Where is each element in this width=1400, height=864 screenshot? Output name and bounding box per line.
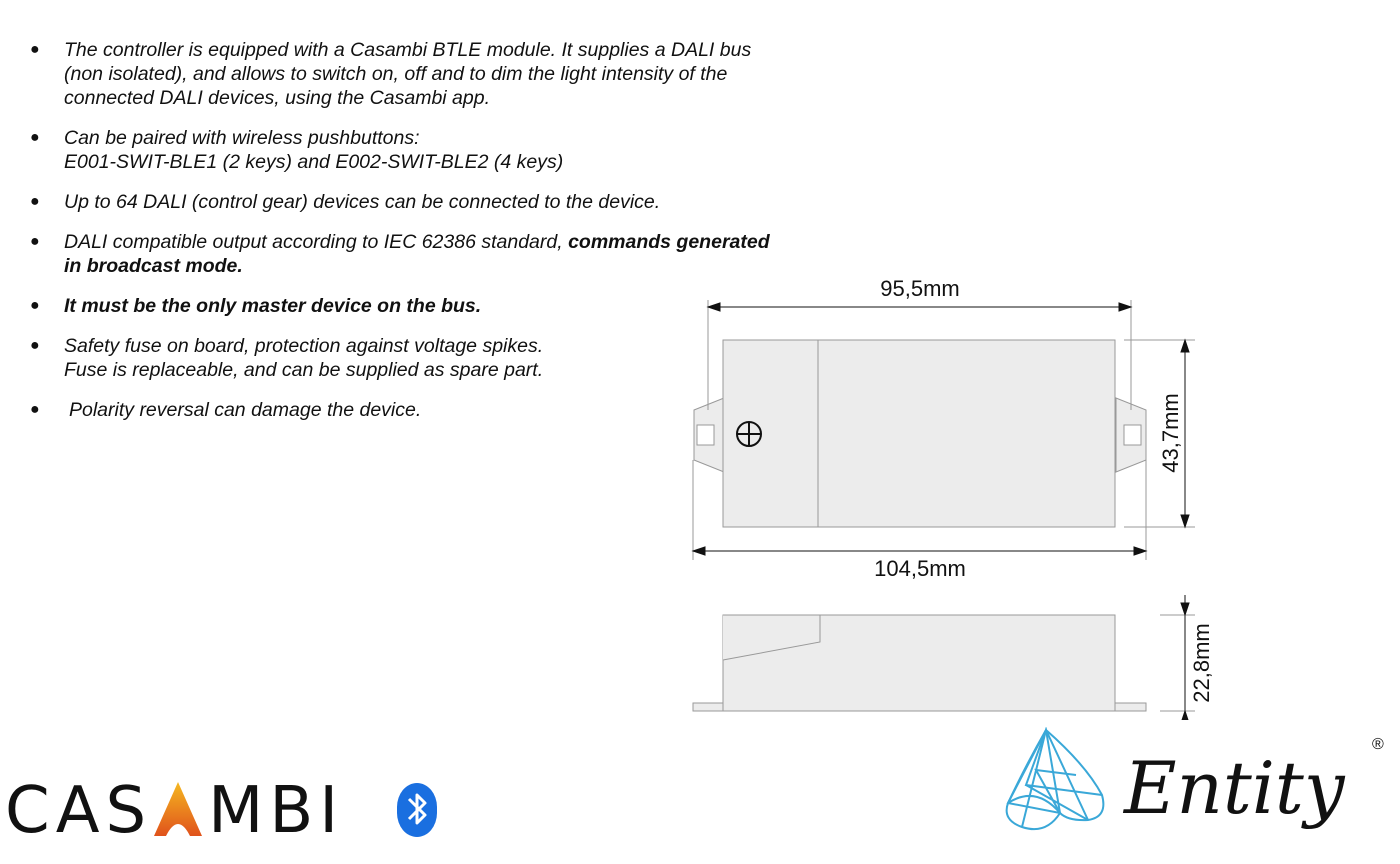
bullet-item — [30, 38, 830, 110]
bullet-dot: ● — [30, 129, 40, 146]
casambi-logo: CAS MBI — [5, 774, 345, 848]
plus-terminal-icon — [737, 422, 761, 446]
bullet-dot: ● — [30, 41, 40, 58]
device-top-view — [723, 340, 1115, 527]
bullet-text: module. It supplies a DALI bus — [486, 39, 752, 61]
bullet-item — [30, 190, 830, 214]
bullet-text: Can be paired with wireless pushbuttons: — [64, 127, 420, 149]
bullet-line — [64, 62, 830, 86]
bullet-text: DALI compatible output according to IEC 62386 standard, — [64, 231, 569, 253]
bullet-line — [64, 230, 830, 254]
bullet-line — [64, 190, 830, 214]
entity-logo — [996, 725, 1400, 845]
bullet-text: It must be the only master device on the bus. — [64, 295, 482, 317]
bullet-text: Fuse is replaceable, and can be supplied as spare part. — [64, 359, 544, 381]
bluetooth-icon — [396, 782, 438, 838]
bullet-text: connected DALI devices, using the Casambi app. — [64, 87, 491, 109]
dim-width-outer-label: 104,5mm — [874, 556, 966, 581]
entity-wordmark: Entity — [1124, 746, 1345, 830]
bullet-text: in broadcast mode. — [64, 255, 243, 277]
bullet-dot: ● — [30, 297, 40, 314]
bullet-dot: ● — [30, 193, 40, 210]
casambi-a-mark-icon — [154, 782, 202, 836]
bullet-dot: ● — [30, 337, 40, 354]
bullet-text: Safety fuse on board, protection against voltage spikes. — [64, 335, 544, 357]
bullet-dot: ● — [30, 233, 40, 250]
bullet-text: commands generated — [568, 231, 770, 253]
dim-height-label: 43,7mm — [1158, 393, 1183, 473]
registered-mark: ® — [1372, 736, 1384, 753]
bullet-line — [64, 86, 830, 110]
bullet-text: The controller is equipped with a Casambi BTLE — [64, 39, 487, 61]
bullet-dot: ● — [30, 401, 40, 418]
bullet-line — [64, 38, 830, 62]
bullet-line — [64, 126, 830, 150]
device-dimension-drawing — [680, 270, 1220, 720]
bullet-line — [64, 150, 830, 174]
bullet-text: (non isolated), and allows to switch on, off and to dim the light intensity of the — [64, 63, 728, 85]
bullet-text: E001-SWIT-BLE1 (2 keys) and E002-SWIT-BLE2 (4 keys) — [64, 151, 564, 173]
dim-depth-label: 22,8mm — [1189, 623, 1214, 703]
bullet-text: Polarity reversal can damage the device. — [69, 399, 422, 421]
dim-width-inner-label: 95,5mm — [880, 276, 960, 301]
bullet-text: Up to 64 DALI (control gear) devices can be connected to the device. — [64, 191, 661, 213]
bullet-item — [30, 126, 830, 174]
